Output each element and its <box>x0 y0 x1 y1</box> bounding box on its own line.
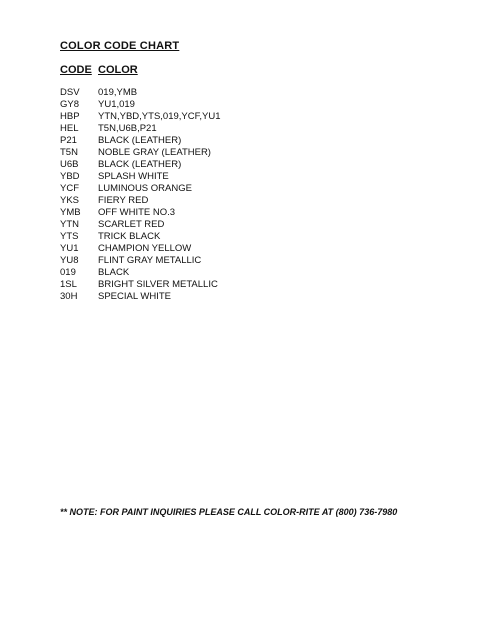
code-cell: 30H <box>60 291 78 302</box>
code-cell: YTS <box>60 231 79 242</box>
code-cell: HEL <box>60 123 79 134</box>
table-row <box>60 243 220 255</box>
code-cell: YU8 <box>60 255 79 266</box>
code-cell: T5N <box>60 147 78 158</box>
table-row <box>60 183 220 195</box>
table-row <box>60 159 220 171</box>
color-code-table <box>60 87 220 303</box>
table-row <box>60 255 220 267</box>
color-cell: SPLASH WHITE <box>98 171 169 182</box>
table-row <box>60 135 220 147</box>
table-row <box>60 219 220 231</box>
table-row <box>60 99 220 111</box>
color-cell: T5N,U6B,P21 <box>98 123 157 134</box>
table-row <box>60 231 220 243</box>
color-cell: 019,YMB <box>98 87 138 98</box>
code-column-header: CODE <box>60 64 92 76</box>
table-row <box>60 207 220 219</box>
code-cell: HBP <box>60 111 80 122</box>
color-cell: FIERY RED <box>98 195 149 206</box>
color-cell: YU1,019 <box>98 99 135 110</box>
color-cell: BLACK <box>98 267 130 278</box>
color-cell: SPECIAL WHITE <box>98 291 172 302</box>
table-row <box>60 123 220 135</box>
color-cell: NOBLE GRAY (LEATHER) <box>98 147 211 158</box>
table-row <box>60 111 220 123</box>
chart-title: COLOR CODE CHART <box>60 40 180 52</box>
code-cell: U6B <box>60 159 79 170</box>
table-row <box>60 147 220 159</box>
color-cell: BLACK (LEATHER) <box>98 135 182 146</box>
color-cell: LUMINOUS ORANGE <box>98 183 192 194</box>
color-cell: FLINT GRAY METALLIC <box>98 255 202 266</box>
code-cell: YKS <box>60 195 80 206</box>
table-row <box>60 195 220 207</box>
color-cell: BLACK (LEATHER) <box>98 159 182 170</box>
table-row <box>60 171 220 183</box>
color-cell: CHAMPION YELLOW <box>98 243 192 254</box>
code-cell: YU1 <box>60 243 79 254</box>
code-cell: YMB <box>60 207 81 218</box>
color-column-header: COLOR <box>98 64 138 76</box>
code-cell: YBD <box>60 171 80 182</box>
table-row <box>60 267 220 279</box>
code-cell: GY8 <box>60 99 80 110</box>
color-cell: SCARLET RED <box>98 219 165 230</box>
code-cell: 1SL <box>60 279 77 290</box>
paint-inquiry-note: ** NOTE: FOR PAINT INQUIRIES PLEASE CALL COLOR-RITE AT (800) 736-7980 <box>60 507 398 517</box>
table-row <box>60 87 220 99</box>
color-cell: OFF WHITE NO.3 <box>98 207 176 218</box>
code-cell: P21 <box>60 135 77 146</box>
table-row <box>60 279 220 291</box>
code-cell: YTN <box>60 219 79 230</box>
color-cell: YTN,YBD,YTS,019,YCF,YU1 <box>98 111 221 122</box>
color-cell: BRIGHT SILVER METALLIC <box>98 279 218 290</box>
code-cell: YCF <box>60 183 79 194</box>
code-cell: 019 <box>60 267 76 278</box>
color-cell: TRICK BLACK <box>98 231 161 242</box>
code-cell: DSV <box>60 87 80 98</box>
table-row <box>60 291 220 303</box>
